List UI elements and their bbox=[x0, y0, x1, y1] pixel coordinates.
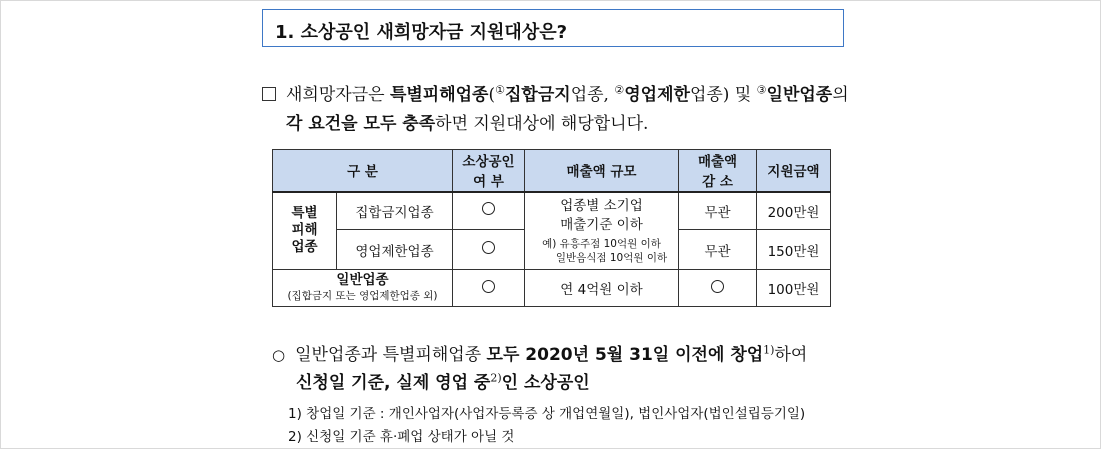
status-mark bbox=[453, 192, 525, 230]
amount-cell: 200만원 bbox=[757, 192, 831, 230]
circle-mark-icon bbox=[482, 202, 495, 215]
section-title: 1. 소상공인 새희망자금 지원대상은? bbox=[275, 22, 568, 43]
paragraph-eligibility-line1: 새희망자금은 특별피해업종(①집합금지업종, ②영업제한업종) 및 ③일반업종의 bbox=[262, 80, 849, 105]
checkbox-bullet-icon bbox=[262, 87, 276, 101]
group-special-damage: 특별 피해 업종 bbox=[273, 192, 337, 270]
row-name: 집합금지업종 bbox=[337, 192, 453, 230]
keyword-special-damage: 특별피해업종 bbox=[389, 85, 489, 105]
status-mark bbox=[453, 230, 525, 270]
sales-decrease-cell: 무관 bbox=[679, 192, 757, 230]
footnote-1: 1) 창업일 기준 : 개인사업자(사업자등록증 상 개업연월일), 법인사업자(법인설립등기일) bbox=[288, 406, 806, 422]
circle-mark-icon bbox=[482, 241, 495, 254]
paragraph-condition-line2: 신청일 기준, 실제 영업 중$^{2)}$인 소상공인 bbox=[296, 371, 590, 393]
sales-criteria-cell: 연 4억원 이하 bbox=[525, 270, 679, 307]
support-criteria-table bbox=[272, 149, 831, 307]
header-support-amount: 지원금액 bbox=[757, 150, 831, 192]
amount-cell: 100만원 bbox=[757, 270, 831, 307]
circle-bullet-icon: ○ bbox=[272, 346, 286, 364]
paragraph-condition-line1: ○ 일반업종과 특별피해업종 모두 2020년 5월 31일 이전에 창업$^{1)}$하여 bbox=[272, 343, 808, 365]
circle-mark-icon bbox=[711, 280, 724, 293]
circle-mark-icon bbox=[482, 280, 495, 293]
header-sales-decrease: 매출액 감 소 bbox=[679, 150, 757, 192]
footnote-2: 2) 신청일 기준 휴·폐업 상태가 아닐 것 bbox=[288, 429, 515, 445]
header-category: 구 분 bbox=[273, 150, 453, 192]
amount-cell: 150만원 bbox=[757, 230, 831, 270]
table-row bbox=[273, 270, 831, 307]
status-mark bbox=[453, 270, 525, 307]
row-name: 영업제한업종 bbox=[337, 230, 453, 270]
section-title-box bbox=[262, 9, 844, 47]
row-general-business: 일반업종 (집합금지 또는 영업제한업종 외) bbox=[273, 270, 453, 307]
paragraph-eligibility-line2: 각 요건을 모두 충족하면 지원대상에 해당합니다. bbox=[286, 114, 649, 134]
sales-decrease-cell: 무관 bbox=[679, 230, 757, 270]
header-is-small-business: 소상공인 여 부 bbox=[453, 150, 525, 192]
header-sales-scale: 매출액 규모 bbox=[525, 150, 679, 192]
table-row bbox=[273, 192, 831, 230]
sales-decrease-cell bbox=[679, 270, 757, 307]
sales-criteria-cell: 업종별 소기업 매출기준 이하 예) 유흥주점 10억원 이하 일반음식점 10억원 이하 bbox=[525, 192, 679, 270]
